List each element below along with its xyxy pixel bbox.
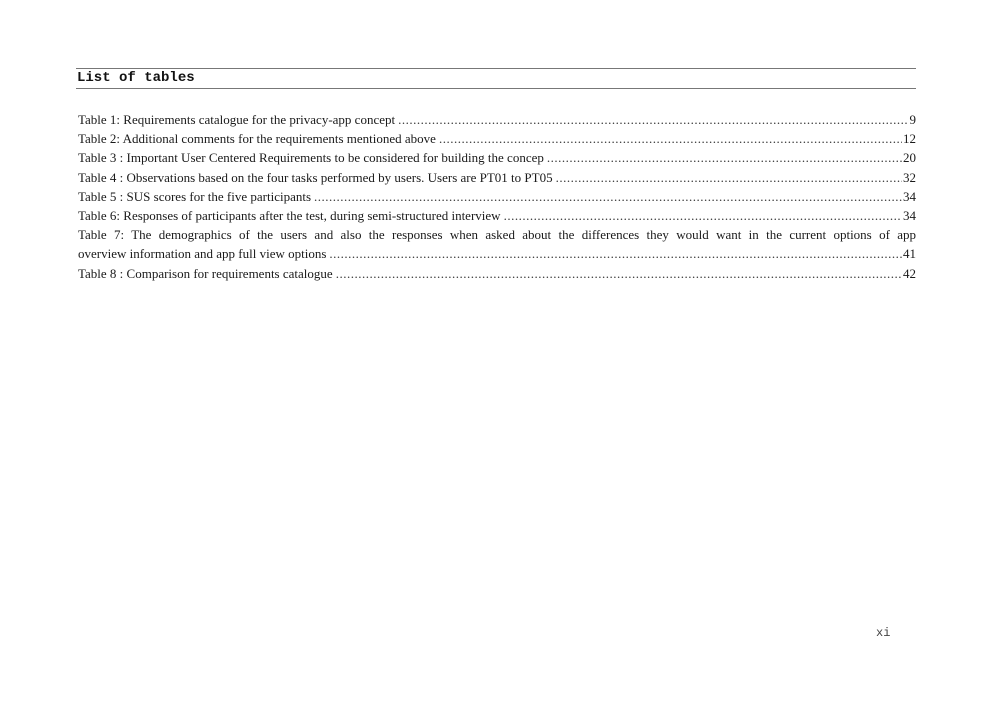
dot-leader [398, 110, 908, 129]
dot-leader [556, 168, 902, 187]
toc-entry-page: 20 [903, 150, 916, 166]
toc-entry-page: 12 [903, 131, 916, 147]
footer-page-number: xi [876, 626, 891, 640]
toc-entry-table-8[interactable] [78, 264, 916, 283]
toc-entry-page: 9 [909, 112, 916, 127]
toc-entry-table-7[interactable] [78, 225, 916, 263]
dot-leader [439, 129, 902, 148]
dot-leader [504, 206, 902, 225]
toc-entry-label: Table 6: Responses of participants after the test, during semi-structured interview [78, 208, 501, 224]
toc-entry-page: 34 [903, 188, 916, 204]
toc-entry-table-2[interactable] [78, 129, 916, 148]
toc-entry-page: 32 [903, 169, 916, 185]
toc-entry-page: 41 [903, 246, 916, 262]
list-of-tables-heading: List of tables [77, 70, 195, 86]
toc-entry-table-1[interactable] [78, 110, 916, 129]
toc-entry-label-line-2: overview information and app full view options [78, 246, 327, 262]
toc-entry-page: 34 [903, 208, 916, 224]
heading-rule-block [76, 68, 916, 89]
toc-entry-label: Table 5 : SUS scores for the five participants [78, 188, 312, 204]
toc-entry-label: Table 3 : Important User Centered Requirements to be considered for building the concep [78, 150, 544, 166]
toc-entry-label: Table 8 : Comparison for requirements catalogue [78, 265, 333, 281]
toc-entry-label-line-1: Table 7: The demographics of the users and also the responses when asked about the differences they would want in the current options of app [78, 227, 916, 243]
dot-leader [336, 264, 902, 283]
toc-entry-label: Table 1: Requirements catalogue for the privacy-app concept [78, 112, 396, 127]
dot-leader [547, 148, 902, 167]
toc-entry-label: Table 2: Additional comments for the requirements mentioned above [78, 131, 436, 147]
toc-entry-page: 42 [903, 265, 916, 281]
list-of-tables [78, 110, 916, 283]
toc-entry-table-6[interactable] [78, 206, 916, 225]
dot-leader [314, 187, 902, 206]
toc-entry-table-5[interactable] [78, 187, 916, 206]
toc-entry-table-3[interactable] [78, 148, 916, 167]
toc-entry-table-4[interactable] [78, 168, 916, 187]
toc-entry-label: Table 4 : Observations based on the four tasks performed by users. Users are PT01 to PT05 [78, 169, 553, 185]
dot-leader [329, 244, 902, 263]
